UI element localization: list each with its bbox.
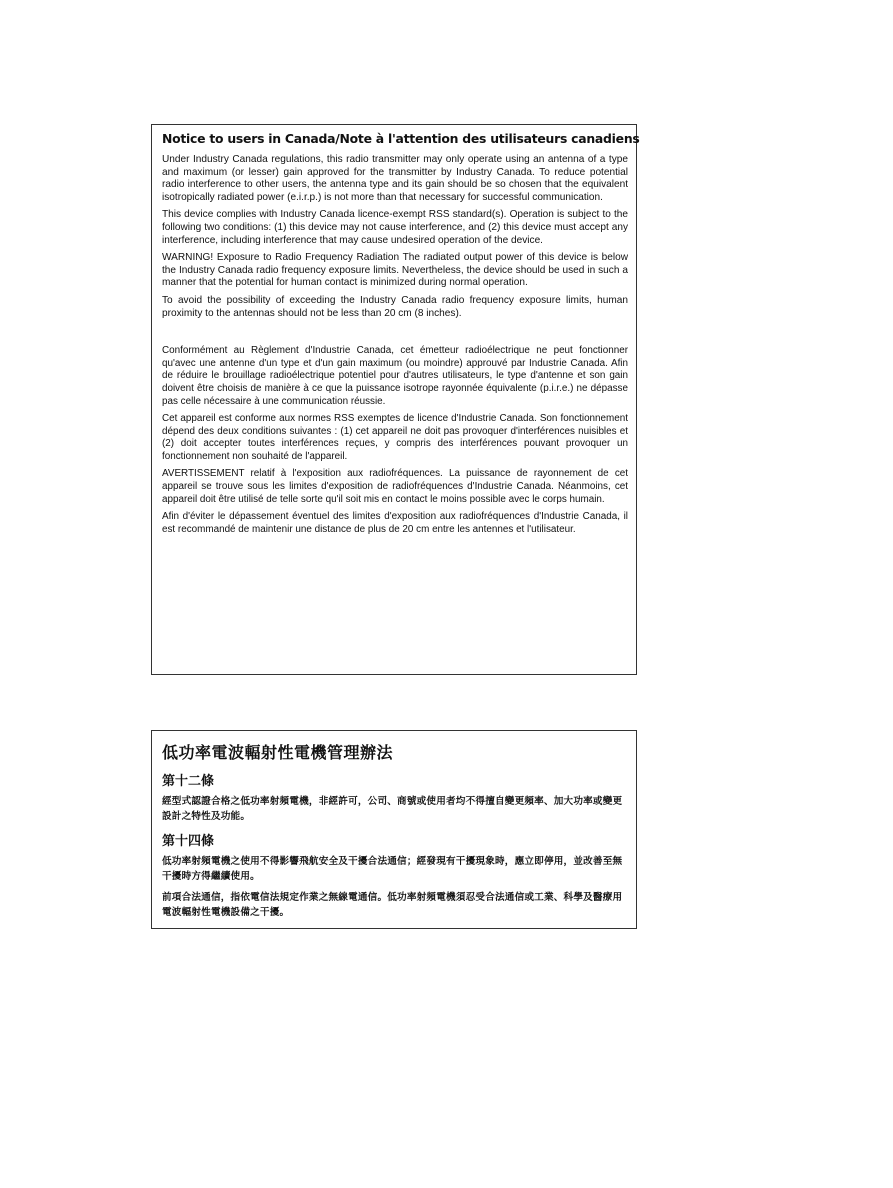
canada-fr-paragraph-2: Cet appareil est conforme aux normes RSS exemptes de licence d'Industrie Canada. Son fonctionnement dépend des deux conditions suivantes : (1) cet appareil ne doit pas provoquer d'interférences nuisibles et (2) doit accepter toutes interférences reçues, y compris des interférences pouvant provoquer un fonctionnement non souhaité de l'appareil. [162, 413, 628, 462]
article-14-heading: 第十四條 [162, 834, 215, 849]
canada-en-paragraph-3: WARNING! Exposure to Radio Frequency Radiation The radiated output power of this device is below the Industry Canada radio frequency exposure limits. Nevertheless, the device should be used in such a manner that the potential for human contact is minimized during normal operation. [162, 252, 628, 289]
canada-fr-paragraph-3: AVERTISSEMENT relatif à l'exposition aux radiofréquences. La puissance de rayonnement de cet appareil se trouve sous les limites d'exposition de radiofréquences d'Industrie Canada. Néanmoins, cet appareil doit être utilisé de telle sorte qu'il soit mis en contact le moins possible avec le corps humain. [162, 468, 628, 505]
canada-notice-title: Notice to users in Canada/Note à l'attention des utilisateurs canadiens [162, 131, 640, 146]
taiwan-notice-box [151, 730, 637, 929]
canada-en-paragraph-2: This device complies with Industry Canada licence-exempt RSS standard(s). Operation is subject to the following two conditions: (1) this device may not cause interference, and (2) this device must accept any interference, including interference that may cause undesired operation of the device. [162, 209, 628, 246]
taiwan-notice-title: 低功率電波輻射性電機管理辦法 [162, 743, 394, 762]
article-14-text: 低功率射頻電機之使用不得影響飛航安全及干擾合法通信；經發現有干擾現象時，應立即停用，並改善至無干擾時方得繼續使用。 [162, 856, 623, 882]
canada-en-paragraph-4: To avoid the possibility of exceeding the Industry Canada radio frequency exposure limits, human proximity to the antennas should not be less than 20 cm (8 inches). [162, 294, 628, 319]
canada-en-paragraph-1: Under Industry Canada regulations, this radio transmitter may only operate using an antenna of a type and maximum (or lesser) gain approved for the transmitter by Industry Canada. To reduce potential radio interference to other users, the antenna type and its gain should be so chosen that the equivalent isotropically radiated power (e.i.r.p.) is not more than that necessary for successful communication. [162, 154, 628, 203]
article-14-text-2: 前項合法通信，指依電信法規定作業之無線電通信。低功率射頻電機須忍受合法通信或工業、科學及醫療用電波輻射性電機設備之干擾。 [162, 892, 623, 918]
section-spacer [162, 325, 628, 345]
canada-fr-paragraph-4: Afin d'éviter le dépassement éventuel des limites d'exposition aux radiofréquences d'Industrie Canada, il est recommandé de maintenir une distance de plus de 20 cm entre les antennes et l'utilisateur. [162, 511, 628, 535]
article-12-text: 經型式認證合格之低功率射頻電機，非經許可，公司、商號或使用者均不得擅自變更頻率、加大功率或變更設計之特性及功能。 [162, 796, 623, 822]
canada-notice-box [151, 124, 640, 675]
canada-fr-paragraph-1: Conformément au Règlement d'Industrie Canada, cet émetteur radioélectrique ne peut fonctionner qu'avec une antenne d'un type et d'un gain maximum (ou moindre) approuvé par Industrie Canada. Afin de réduire le brouillage radioélectrique potentiel pour d'autres utilisateurs, le type d'antenne et son gain doivent être choisis de manière à ce que la puissance isotrope rayonnée équivalente (p.i.r.e.) ne dépasse pas celle nécessaire à une communication réussie. [162, 345, 628, 407]
article-12-heading: 第十二條 [162, 774, 215, 789]
